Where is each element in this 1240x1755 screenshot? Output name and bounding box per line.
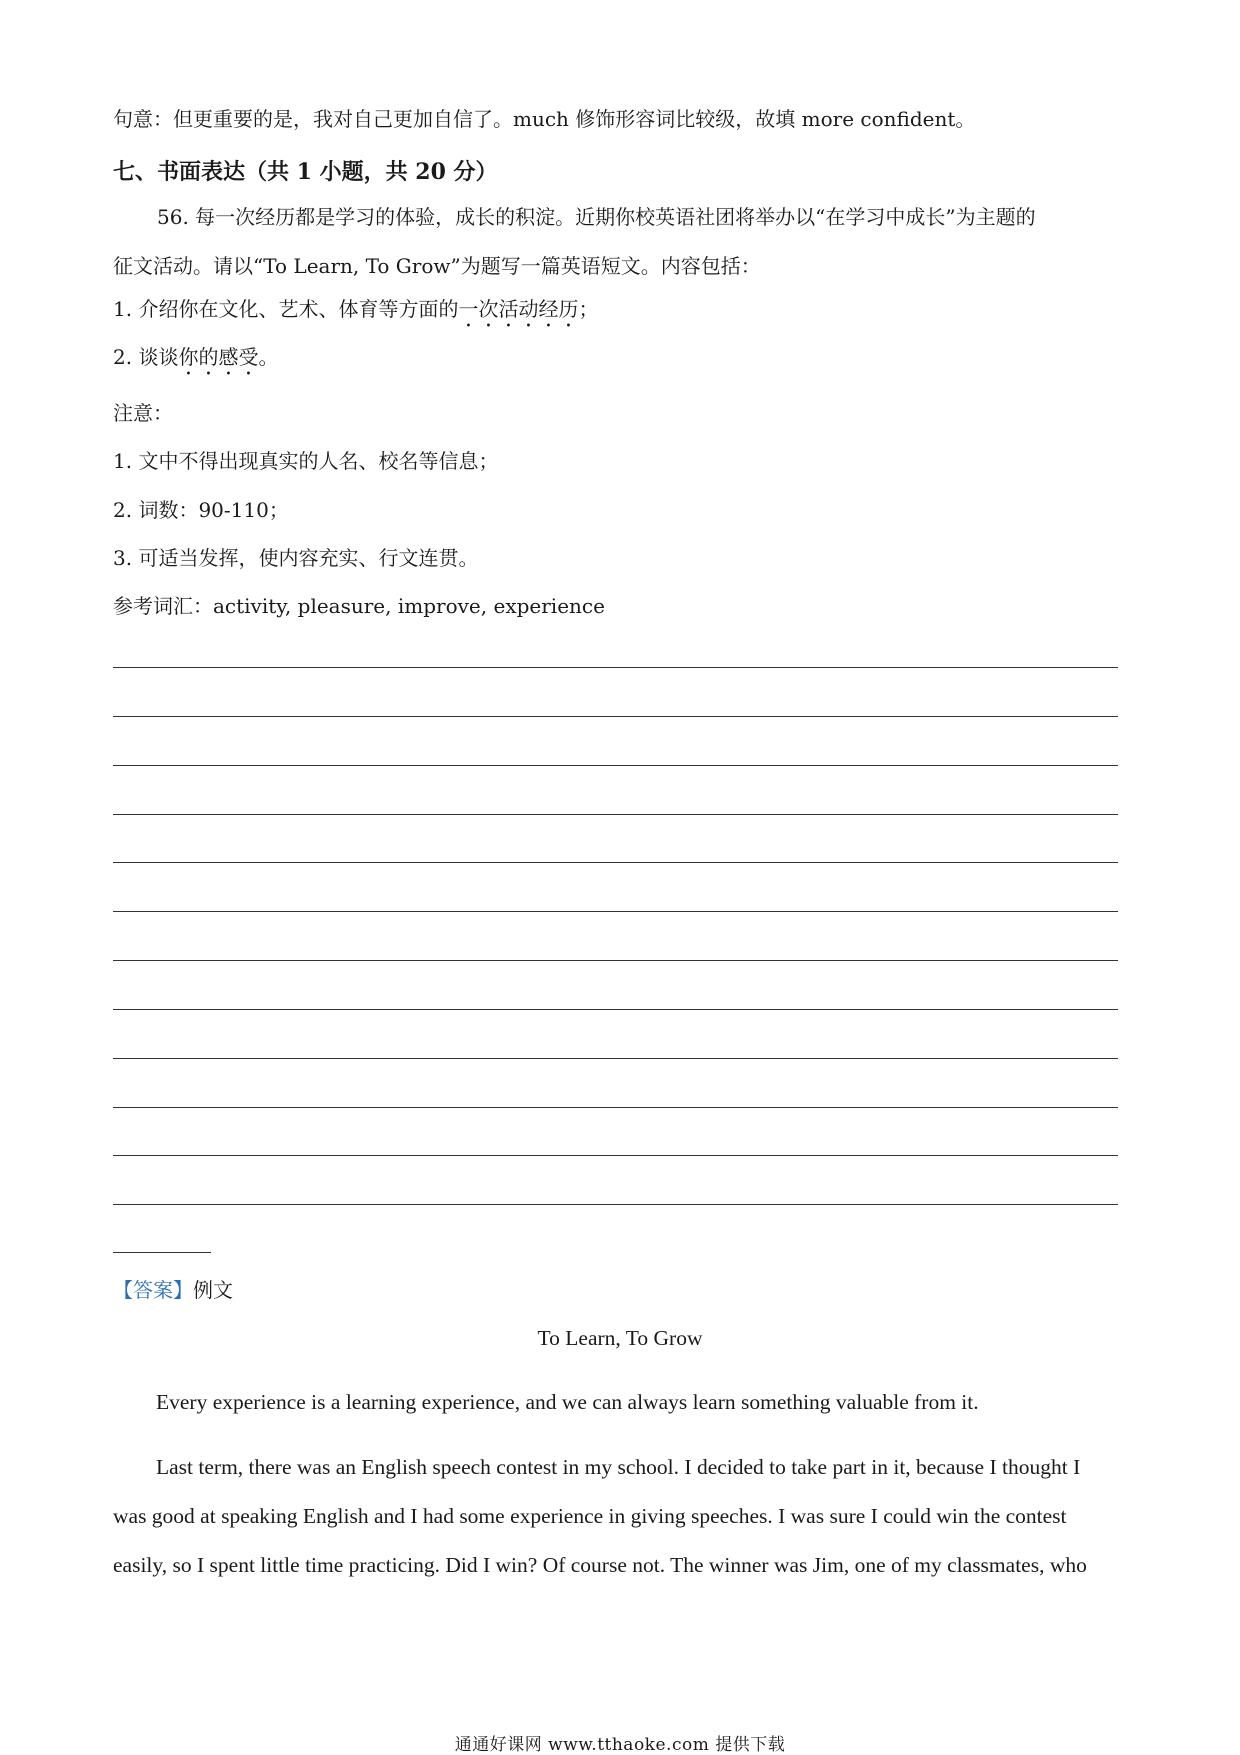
reference-vocabulary: 参考词汇：activity, pleasure, improve, experience: [113, 594, 605, 618]
essay-paragraph-2-line-2: was good at speaking English and I had some experience in giving speeches. I was sure I could win the contest: [113, 1504, 1067, 1528]
writing-line: [113, 1155, 1118, 1156]
page-footer: 通通好课网 www.tthaoke.com 提供下载: [454, 1735, 786, 1755]
writing-line: [113, 1107, 1118, 1108]
writing-line: [113, 1204, 1118, 1205]
previous-answer-note: 句意：但更重要的是，我对自己更加自信了。much 修饰形容词比较级，故填 more confident。: [113, 107, 976, 131]
writing-line: [113, 1009, 1118, 1010]
writing-line: [113, 1058, 1118, 1059]
answer-heading: [113, 1278, 233, 1302]
answer-label: 【答案】: [113, 1278, 193, 1302]
note-2: 2. 词数：90-110；: [113, 498, 289, 522]
writing-line: [113, 667, 1118, 668]
essay-paragraph-2-line-1: Last term, there was an English speech contest in my school. I decided to take part in it, because I thought I: [156, 1455, 1081, 1479]
question-item-1: [113, 297, 598, 332]
item-1-suffix: ；: [578, 297, 599, 321]
item-2-emphasis: 你的感受: [178, 345, 259, 369]
writing-line: [113, 960, 1118, 961]
section-heading: 七、书面表达（共 1 小题，共 20 分）: [113, 159, 498, 185]
question-line-2: 征文活动。请以“To Learn, To Grow”为题写一篇英语短文。内容包括：: [113, 254, 761, 278]
writing-line: [113, 716, 1118, 717]
item-2-suffix: 。: [258, 345, 279, 369]
question-item-2: [113, 345, 278, 380]
notes-title: 注意：: [113, 401, 173, 425]
writing-line: [113, 814, 1118, 815]
item-1-emphasis: 一次活动经历: [458, 297, 579, 321]
answer-label-suffix: 例文: [193, 1278, 233, 1302]
note-3: 3. 可适当发挥，使内容充实、行文连贯。: [113, 546, 479, 570]
writing-line: [113, 862, 1118, 863]
question-line-1: 56. 每一次经历都是学习的体验，成长的积淀。近期你校英语社团将举办以“在学习中成长”为主题的: [157, 205, 1036, 229]
note-1: 1. 文中不得出现真实的人名、校名等信息；: [113, 449, 499, 473]
essay-paragraph-2-line-3: easily, so I spent little time practicing. Did I win? Of course not. The winner was Jim, one of my classmates, who: [113, 1553, 1087, 1577]
answer-separator: [113, 1252, 211, 1253]
essay-paragraph-1: Every experience is a learning experience, and we can always learn something valuable from it.: [156, 1390, 979, 1414]
item-2-prefix: 2. 谈谈: [113, 345, 179, 369]
writing-line: [113, 911, 1118, 912]
writing-line: [113, 765, 1118, 766]
essay-title: To Learn, To Grow: [537, 1326, 703, 1350]
item-1-prefix: 1. 介绍你在文化、艺术、体育等方面的: [113, 297, 459, 321]
